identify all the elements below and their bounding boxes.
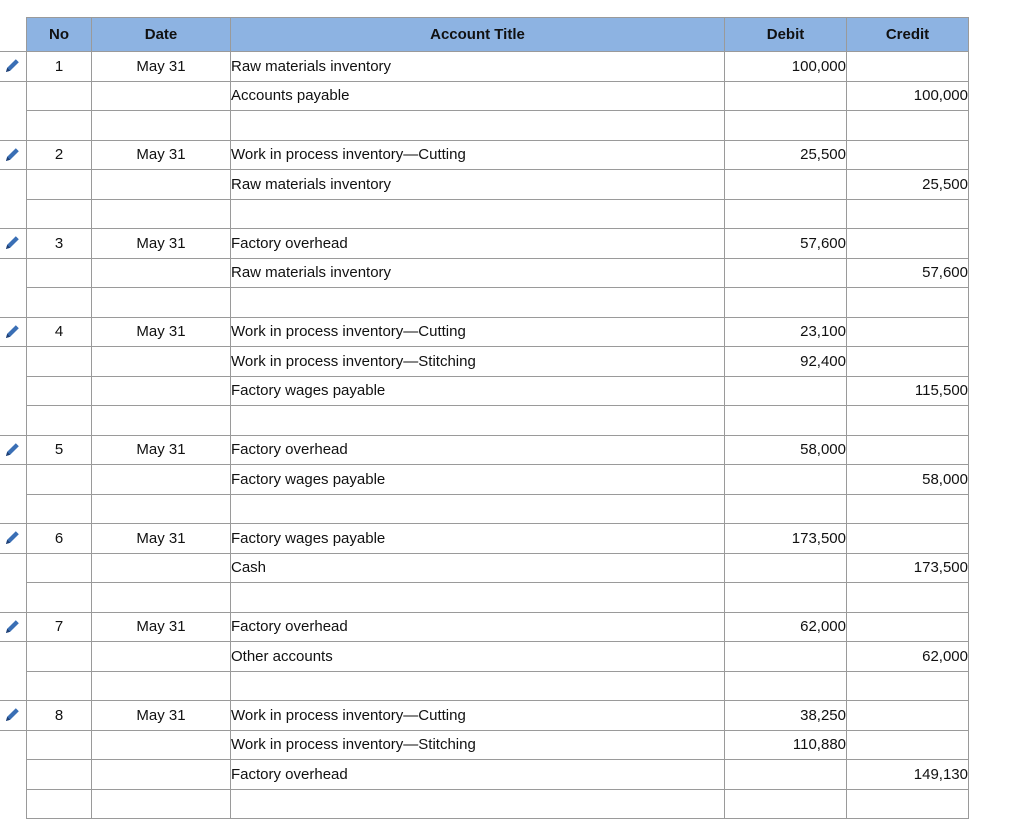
credit-cell[interactable]	[847, 730, 969, 760]
credit-cell[interactable]	[847, 494, 969, 524]
credit-cell[interactable]	[847, 671, 969, 701]
entry-number[interactable]	[27, 553, 92, 583]
pencil-icon[interactable]	[2, 56, 22, 76]
debit-cell[interactable]	[725, 465, 847, 495]
pencil-icon[interactable]	[2, 705, 22, 725]
pencil-icon[interactable]	[2, 617, 22, 637]
account-title-cell[interactable]: Factory overhead	[231, 229, 725, 259]
account-title-cell[interactable]	[231, 583, 725, 613]
debit-cell[interactable]	[725, 642, 847, 672]
table-row	[27, 465, 969, 495]
entry-number[interactable]: 5	[27, 435, 92, 465]
credit-cell[interactable]: 100,000	[847, 81, 969, 111]
account-title-cell[interactable]: Work in process inventory—Cutting	[231, 701, 725, 731]
debit-cell[interactable]: 23,100	[725, 317, 847, 347]
debit-cell[interactable]	[725, 671, 847, 701]
entry-number[interactable]	[27, 170, 92, 200]
credit-cell[interactable]	[847, 524, 969, 554]
table-row	[27, 81, 969, 111]
debit-cell[interactable]	[725, 81, 847, 111]
entry-date[interactable]	[92, 288, 231, 318]
account-title-cell[interactable]: Raw materials inventory	[231, 258, 725, 288]
account-title-cell[interactable]: Factory wages payable	[231, 524, 725, 554]
credit-cell[interactable]	[847, 111, 969, 141]
debit-cell[interactable]	[725, 170, 847, 200]
entry-date[interactable]: May 31	[92, 524, 231, 554]
row-separator-line	[0, 612, 26, 613]
row-separator-line	[0, 228, 26, 229]
entry-date[interactable]: May 31	[92, 435, 231, 465]
debit-cell[interactable]: 110,880	[725, 730, 847, 760]
row-separator-line	[0, 553, 26, 554]
entry-number[interactable]	[27, 583, 92, 613]
entry-number[interactable]: 2	[27, 140, 92, 170]
debit-cell[interactable]	[725, 494, 847, 524]
debit-cell[interactable]	[725, 553, 847, 583]
credit-cell[interactable]	[847, 435, 969, 465]
debit-cell[interactable]	[725, 760, 847, 790]
entry-number[interactable]	[27, 671, 92, 701]
entry-date[interactable]	[92, 170, 231, 200]
debit-cell[interactable]: 25,500	[725, 140, 847, 170]
pencil-icon[interactable]	[2, 233, 22, 253]
header-row	[27, 18, 969, 52]
account-title-cell[interactable]: Factory overhead	[231, 760, 725, 790]
account-title-cell[interactable]	[231, 494, 725, 524]
entry-number[interactable]	[27, 111, 92, 141]
entry-number[interactable]	[27, 199, 92, 229]
entry-date[interactable]	[92, 347, 231, 377]
account-title-cell[interactable]	[231, 111, 725, 141]
account-title-cell[interactable]: Raw materials inventory	[231, 170, 725, 200]
entry-number[interactable]: 7	[27, 612, 92, 642]
journal-entry-table	[26, 17, 969, 819]
credit-cell[interactable]	[847, 347, 969, 377]
debit-cell[interactable]: 58,000	[725, 435, 847, 465]
account-title-cell[interactable]: Work in process inventory—Stitching	[231, 347, 725, 377]
entry-date[interactable]	[92, 583, 231, 613]
table-row	[27, 288, 969, 318]
table-row	[27, 258, 969, 288]
table-row	[27, 435, 969, 465]
entry-number[interactable]: 8	[27, 701, 92, 731]
entry-number[interactable]	[27, 465, 92, 495]
credit-cell[interactable]	[847, 52, 969, 82]
pencil-icon[interactable]	[2, 440, 22, 460]
credit-cell[interactable]	[847, 140, 969, 170]
table-row	[27, 642, 969, 672]
account-title-cell[interactable]: Cash	[231, 553, 725, 583]
entry-date[interactable]	[92, 553, 231, 583]
entry-number[interactable]	[27, 258, 92, 288]
entry-number[interactable]	[27, 376, 92, 406]
entry-number[interactable]: 3	[27, 229, 92, 259]
row-separator-line	[0, 51, 26, 52]
entry-date[interactable]	[92, 81, 231, 111]
entry-number[interactable]	[27, 81, 92, 111]
entry-number[interactable]: 6	[27, 524, 92, 554]
table-row	[27, 229, 969, 259]
credit-cell[interactable]: 149,130	[847, 760, 969, 790]
entry-number[interactable]	[27, 642, 92, 672]
entry-date[interactable]: May 31	[92, 52, 231, 82]
table-row	[27, 494, 969, 524]
credit-cell[interactable]	[847, 701, 969, 731]
credit-cell[interactable]	[847, 317, 969, 347]
row-separator-line	[0, 258, 26, 259]
table-row	[27, 612, 969, 642]
credit-cell[interactable]: 57,600	[847, 258, 969, 288]
debit-cell[interactable]	[725, 406, 847, 436]
entry-date[interactable]	[92, 494, 231, 524]
entry-number[interactable]	[27, 347, 92, 377]
account-title-cell[interactable]: Raw materials inventory	[231, 52, 725, 82]
table-row	[27, 317, 969, 347]
entry-date[interactable]	[92, 376, 231, 406]
table-row	[27, 553, 969, 583]
entry-date[interactable]	[92, 642, 231, 672]
row-separator-line	[0, 317, 26, 318]
entry-date[interactable]	[92, 730, 231, 760]
debit-cell[interactable]	[725, 376, 847, 406]
entry-date[interactable]	[92, 465, 231, 495]
debit-cell[interactable]: 57,600	[725, 229, 847, 259]
row-separator-line	[0, 730, 26, 731]
row-separator-line	[0, 81, 26, 82]
table-row	[27, 671, 969, 701]
entry-date[interactable]: May 31	[92, 229, 231, 259]
row-separator-line	[0, 346, 26, 347]
credit-cell[interactable]	[847, 612, 969, 642]
debit-cell[interactable]	[725, 258, 847, 288]
table-row	[27, 111, 969, 141]
header-credit: Credit	[847, 18, 969, 52]
credit-cell[interactable]	[847, 406, 969, 436]
table-row	[27, 730, 969, 760]
entry-date[interactable]	[92, 760, 231, 790]
account-title-cell[interactable]: Other accounts	[231, 642, 725, 672]
table-row	[27, 170, 969, 200]
credit-cell[interactable]	[847, 199, 969, 229]
debit-cell[interactable]: 92,400	[725, 347, 847, 377]
entry-date[interactable]	[92, 199, 231, 229]
table-row	[27, 406, 969, 436]
entry-number[interactable]	[27, 288, 92, 318]
credit-cell[interactable]	[847, 229, 969, 259]
entry-date[interactable]: May 31	[92, 701, 231, 731]
credit-cell[interactable]	[847, 583, 969, 613]
credit-cell[interactable]	[847, 288, 969, 318]
debit-cell[interactable]	[725, 111, 847, 141]
row-separator-line	[0, 523, 26, 524]
header-date: Date	[92, 18, 231, 52]
account-title-cell[interactable]: Factory wages payable	[231, 376, 725, 406]
debit-cell[interactable]: 62,000	[725, 612, 847, 642]
account-title-cell[interactable]	[231, 288, 725, 318]
entry-date[interactable]: May 31	[92, 317, 231, 347]
account-title-cell[interactable]: Work in process inventory—Cutting	[231, 317, 725, 347]
credit-cell[interactable]: 115,500	[847, 376, 969, 406]
entry-number[interactable]: 1	[27, 52, 92, 82]
table-row	[27, 199, 969, 229]
row-separator-line	[0, 700, 26, 701]
debit-cell[interactable]: 38,250	[725, 701, 847, 731]
account-title-cell[interactable]: Work in process inventory—Cutting	[231, 140, 725, 170]
entry-number[interactable]	[27, 730, 92, 760]
pencil-icon[interactable]	[2, 145, 22, 165]
entry-date[interactable]	[92, 258, 231, 288]
entry-number[interactable]: 4	[27, 317, 92, 347]
debit-cell[interactable]: 173,500	[725, 524, 847, 554]
credit-cell[interactable]: 58,000	[847, 465, 969, 495]
entry-number[interactable]	[27, 406, 92, 436]
account-title-cell[interactable]: Factory wages payable	[231, 465, 725, 495]
table-row	[27, 583, 969, 613]
row-separator-line	[0, 641, 26, 642]
table-header	[27, 18, 969, 52]
entry-date[interactable]	[92, 671, 231, 701]
credit-cell[interactable]: 25,500	[847, 170, 969, 200]
pencil-icon[interactable]	[2, 322, 22, 342]
table-row	[27, 52, 969, 82]
debit-cell[interactable]	[725, 199, 847, 229]
entry-number[interactable]	[27, 760, 92, 790]
row-separator-line	[0, 169, 26, 170]
credit-cell[interactable]: 62,000	[847, 642, 969, 672]
pencil-icon[interactable]	[2, 528, 22, 548]
debit-cell[interactable]	[725, 288, 847, 318]
entry-number[interactable]	[27, 494, 92, 524]
account-title-cell[interactable]	[231, 199, 725, 229]
account-title-cell[interactable]	[231, 671, 725, 701]
row-separator-line	[0, 435, 26, 436]
debit-cell[interactable]: 100,000	[725, 52, 847, 82]
row-separator-line	[0, 464, 26, 465]
account-title-cell[interactable]: Factory overhead	[231, 612, 725, 642]
header-no: No	[27, 18, 92, 52]
credit-cell[interactable]: 173,500	[847, 553, 969, 583]
table-row	[27, 347, 969, 377]
header-debit: Debit	[725, 18, 847, 52]
row-separator-line	[0, 140, 26, 141]
table-row	[27, 524, 969, 554]
header-account-title: Account Title	[231, 18, 725, 52]
table-body	[27, 52, 969, 819]
table-row	[27, 376, 969, 406]
entry-date[interactable]	[92, 406, 231, 436]
account-title-cell[interactable]: Work in process inventory—Stitching	[231, 730, 725, 760]
table-row	[27, 140, 969, 170]
account-title-cell[interactable]	[231, 406, 725, 436]
entry-date[interactable]: May 31	[92, 612, 231, 642]
entry-date[interactable]	[92, 111, 231, 141]
account-title-cell[interactable]: Accounts payable	[231, 81, 725, 111]
debit-cell[interactable]	[725, 583, 847, 613]
account-title-cell[interactable]: Factory overhead	[231, 435, 725, 465]
table-row	[27, 701, 969, 731]
table-row	[27, 760, 969, 790]
entry-date[interactable]: May 31	[92, 140, 231, 170]
